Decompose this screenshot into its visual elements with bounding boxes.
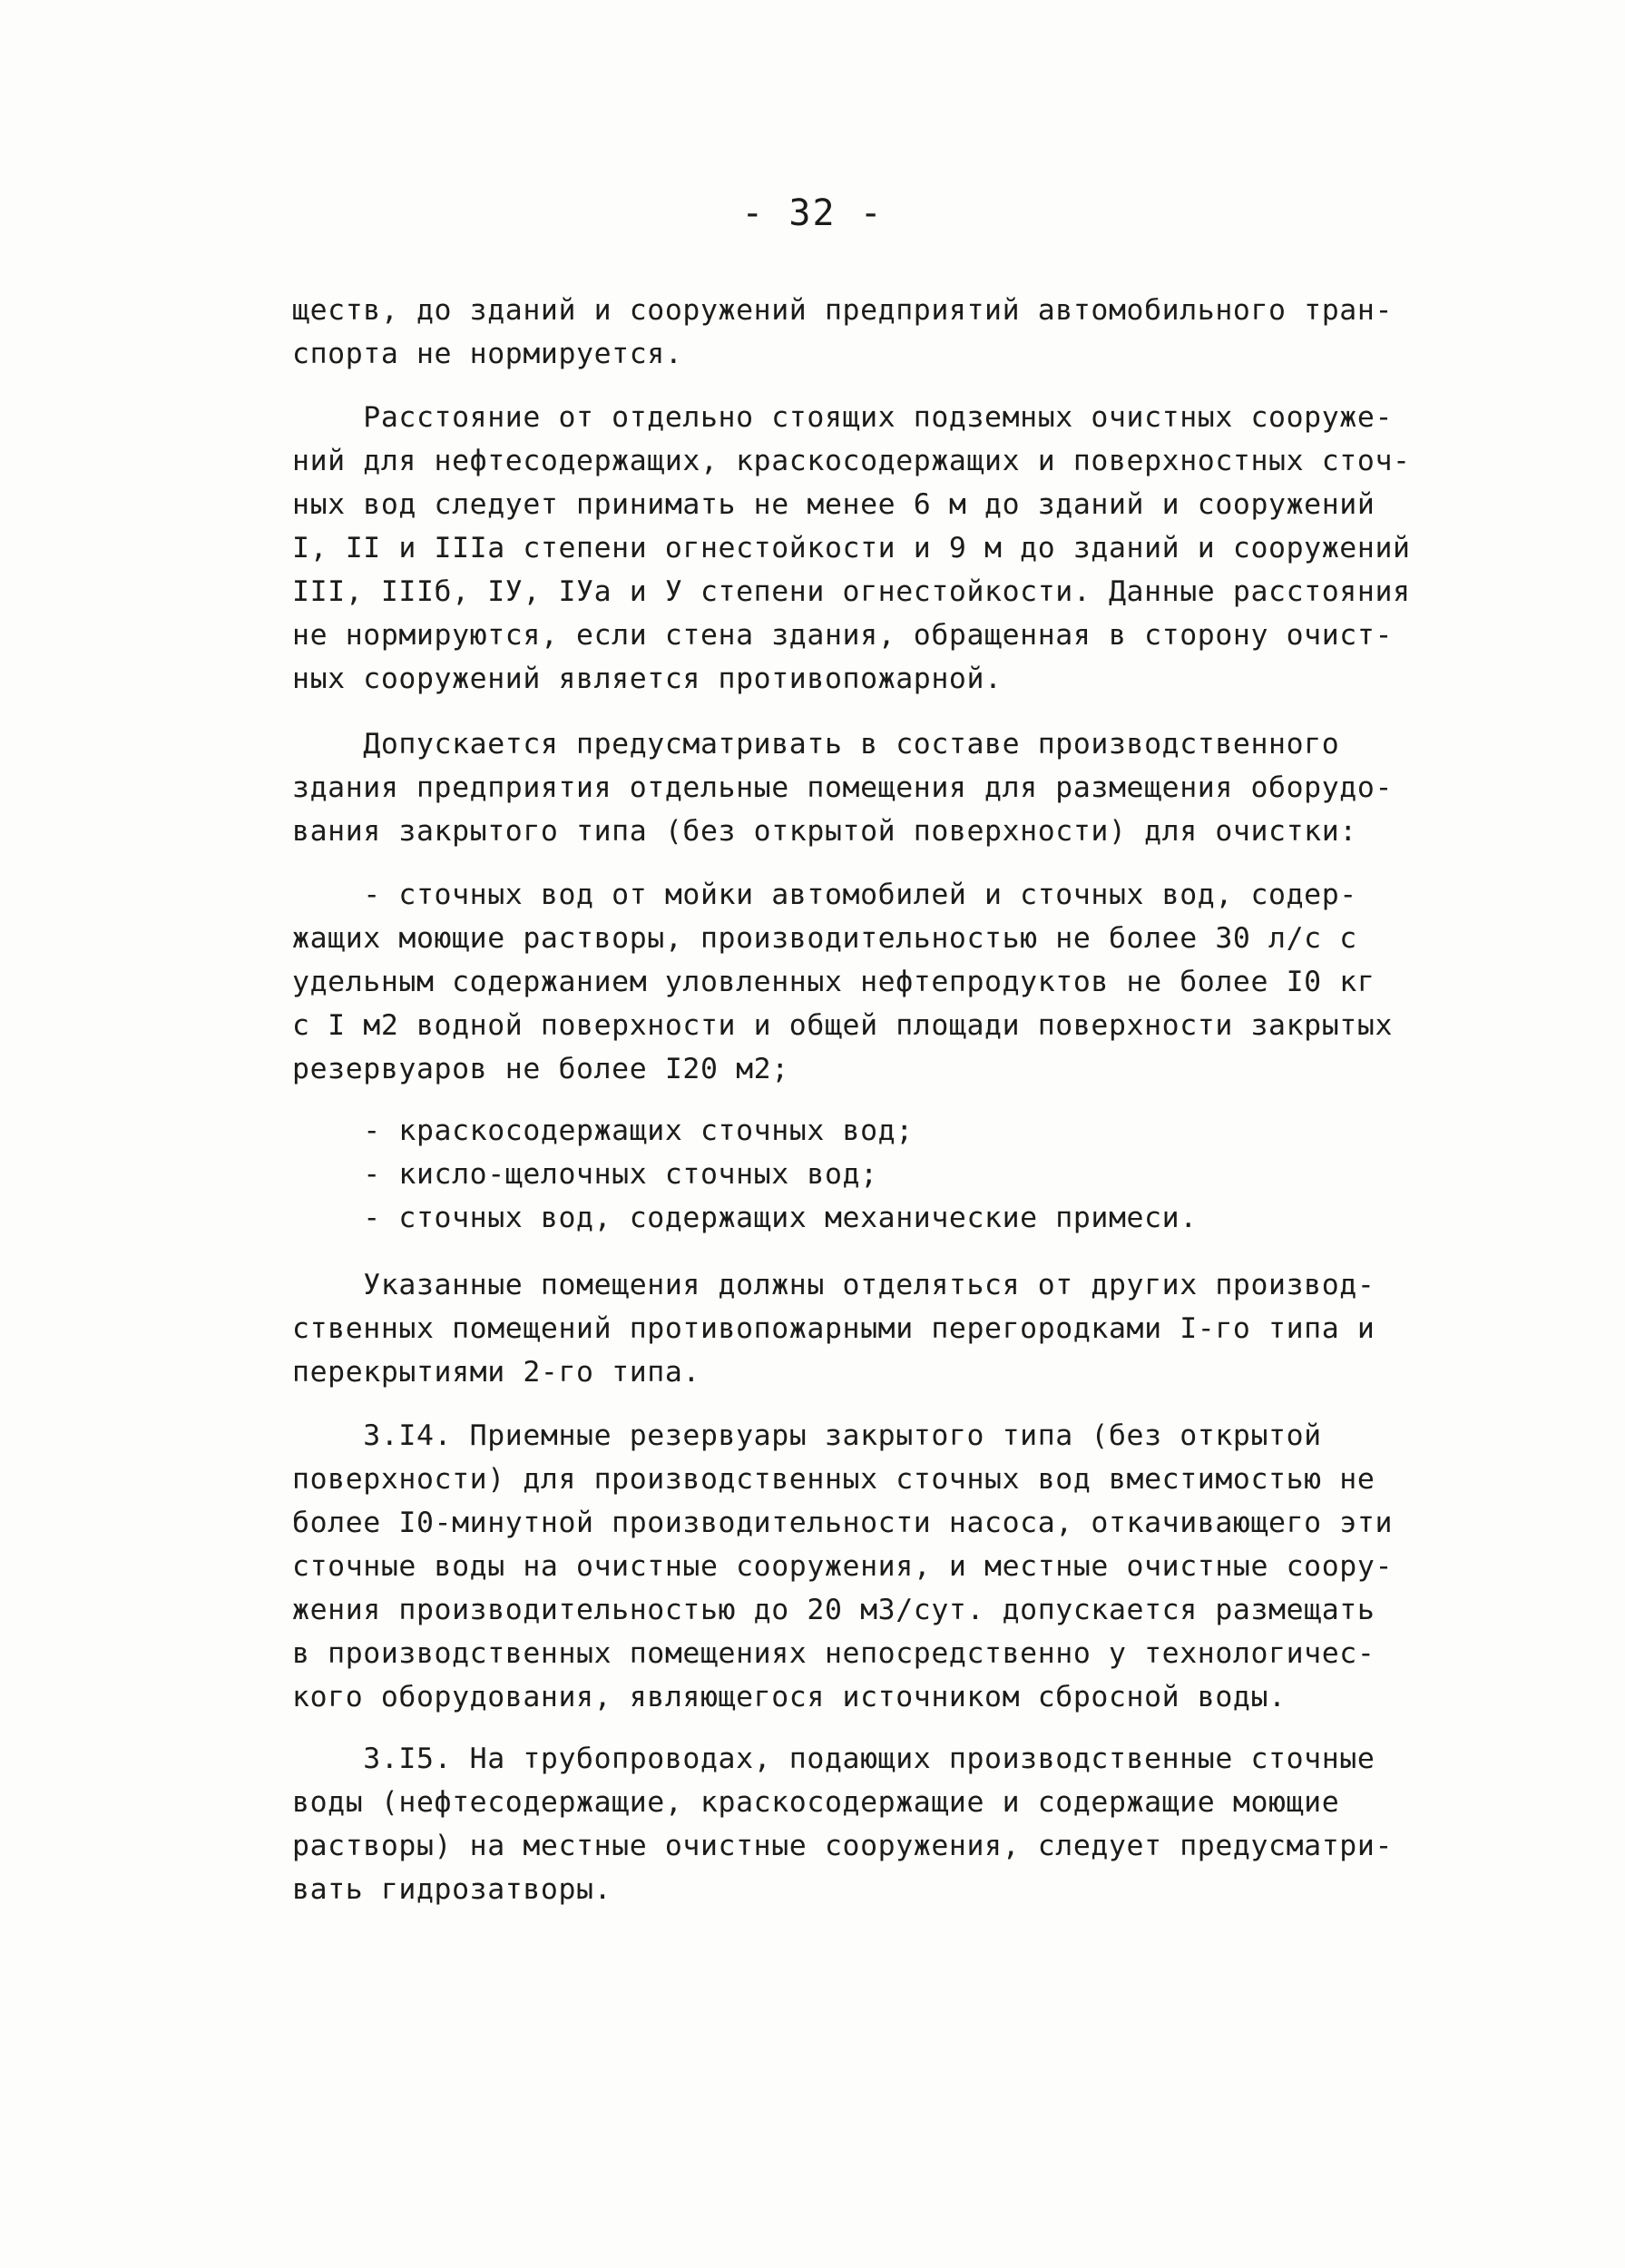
paragraph-8-section-3-15	[292, 1737, 1472, 1911]
text-line: жения производительностью до 20 м3/сут. допускается размещать	[292, 1594, 1375, 1626]
paragraph-1	[292, 289, 1472, 376]
list-item: - сточных вод, содержащих механические примеси.	[292, 1202, 1198, 1234]
text-line: - сточных вод от мойки автомобилей и сточных вод, содер-	[292, 879, 1357, 911]
text-line: вать гидрозатворы.	[292, 1873, 612, 1906]
text-line: здания предприятия отдельные помещения для размещения оборудо-	[292, 771, 1394, 804]
text-line: поверхности) для производственных сточных вод вместимостью не	[292, 1463, 1375, 1496]
text-line: перекрытиями 2-го типа.	[292, 1356, 700, 1389]
text-line: не нормируются, если стена здания, обращенная в сторону очист-	[292, 619, 1394, 652]
text-line: ний для нефтесодержащих, краскосодержащих и поверхностных сточ-	[292, 445, 1411, 477]
paragraph-4	[292, 873, 1472, 1091]
text-line: воды (нефтесодержащие, краскосодержащие и содержащие моющие	[292, 1786, 1340, 1819]
text-line: резервуаров не более I20 м2;	[292, 1053, 789, 1085]
text-line: растворы) на местные очистные сооружения, следует предусматри-	[292, 1830, 1394, 1862]
text-line: более I0-минутной производительности насоса, откачивающего эти	[292, 1507, 1394, 1539]
list-item: - кисло-щелочных сточных вод;	[292, 1158, 878, 1191]
text-line: III, IIIб, IУ, IУа и У степени огнестойкости. Данные расстояния	[292, 575, 1411, 608]
text-line: спорта не нормируется.	[292, 338, 683, 370]
text-line: вания закрытого типа (без открытой поверхности) для очистки:	[292, 815, 1357, 848]
text-line: Допускается предусматривать в составе производственного	[292, 728, 1340, 761]
text-line: ственных помещений противопожарными перегородками I-го типа и	[292, 1312, 1375, 1345]
page-number: - 32 -	[741, 192, 884, 234]
text-line: 3.I4. Приемные резервуары закрытого типа (без открытой	[292, 1419, 1322, 1452]
paragraph-7-section-3-14	[292, 1414, 1472, 1719]
text-line: жащих моющие растворы, производительностью не более 30 л/с с	[292, 922, 1357, 955]
text-line: ных сооружений является противопожарной.	[292, 663, 1003, 695]
text-line: с I м2 водной поверхности и общей площади поверхности закрытых	[292, 1009, 1394, 1042]
paragraph-6	[292, 1263, 1472, 1394]
paragraph-3	[292, 722, 1472, 853]
text-line: ществ, до зданий и сооружений предприятий автомобильного тран-	[292, 294, 1394, 327]
list-item: - краскосодержащих сточных вод;	[292, 1114, 914, 1147]
text-line: в производственных помещениях непосредственно у технологичес-	[292, 1637, 1375, 1670]
text-line: удельным содержанием уловленных нефтепродуктов не более I0 кг	[292, 966, 1375, 998]
text-line: Указанные помещения должны отделяться от других производ-	[292, 1269, 1375, 1301]
text-line: ных вод следует принимать не менее 6 м до зданий и сооружений	[292, 488, 1375, 521]
text-line: кого оборудования, являющегося источником сбросной воды.	[292, 1681, 1287, 1713]
text-line: Расстояние от отдельно стоящих подземных очистных сооруже-	[292, 401, 1394, 434]
paragraph-2	[292, 396, 1472, 701]
text-line: 3.I5. На трубопроводах, подающих производственные сточные	[292, 1743, 1375, 1775]
paragraph-5-list	[292, 1109, 1472, 1240]
text-line: сточные воды на очистные сооружения, и местные очистные соору-	[292, 1550, 1394, 1583]
text-line: I, II и IIIа степени огнестойкости и 9 м до зданий и сооружений	[292, 532, 1411, 565]
